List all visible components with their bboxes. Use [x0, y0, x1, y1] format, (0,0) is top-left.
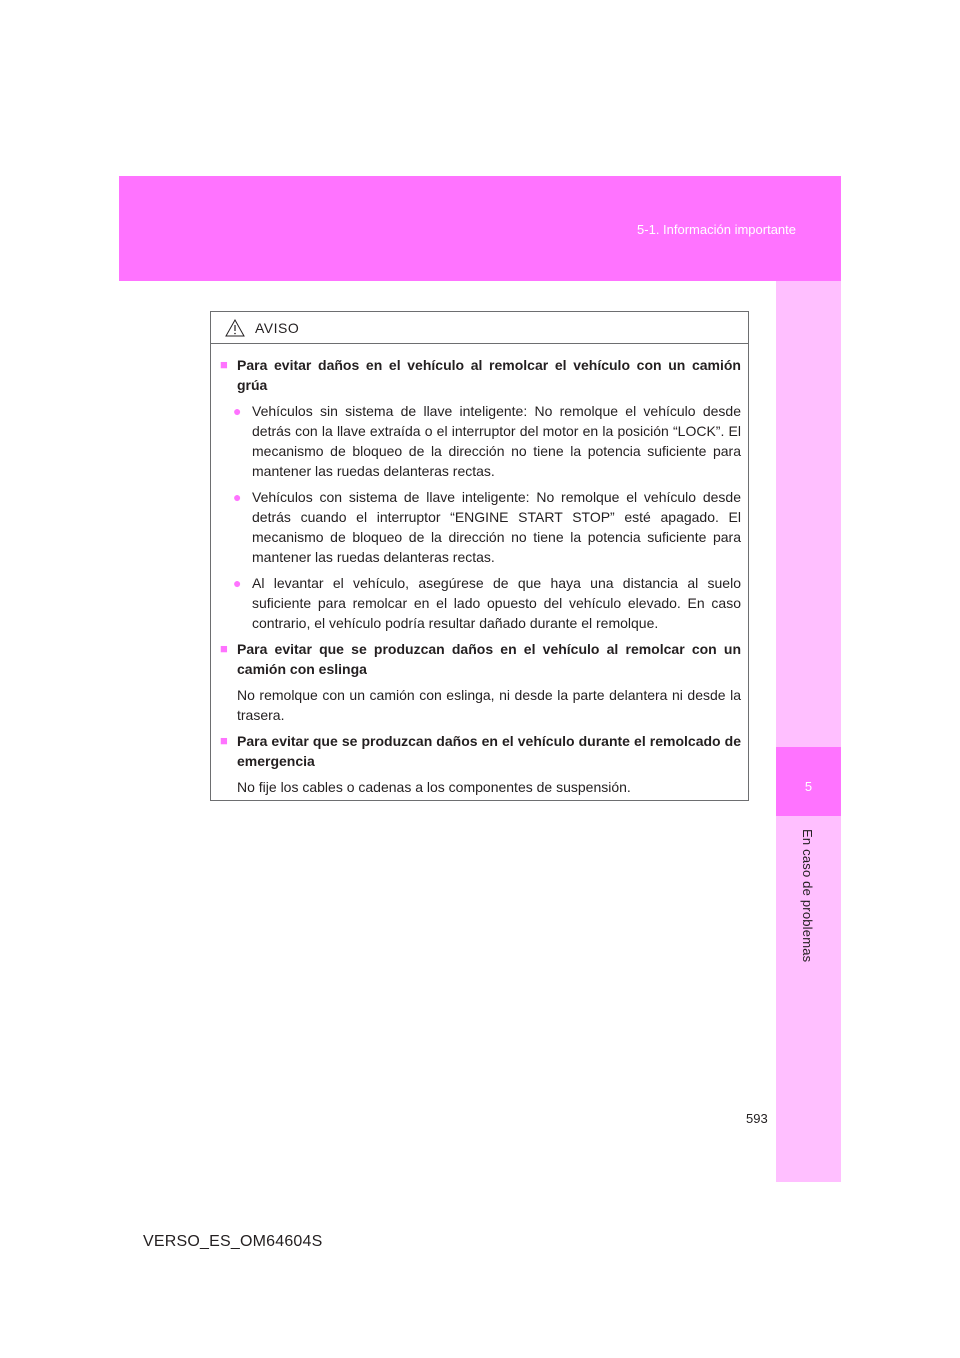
square-bullet-icon: ■ — [220, 733, 228, 748]
section-paragraph: No remolque con un camión con eslinga, ni desde la parte delantera ni desde la trasera. — [237, 687, 741, 723]
circle-bullet-icon: ● — [233, 575, 242, 591]
section-heading — [220, 731, 741, 771]
square-bullet-icon: ■ — [220, 357, 228, 372]
chapter-number: 5 — [804, 779, 813, 794]
list-item-text: Vehículos con sistema de llave inteligente: No remolque el vehículo desde detrás cuando el interruptor “ENGINE START STOP” esté apagado. El mecanismo de bloqueo de la dirección no tiene la potencia suficiente para mantener las ruedas delanteras rectas. — [252, 489, 741, 565]
list-item-text: Vehículos sin sistema de llave inteligente: No remolque el vehículo desde detrás con la llave extraída o el interruptor del motor en la posición “LOCK”. El mecanismo de bloqueo de la dirección no tiene la potencia suficiente para mantener las ruedas delanteras rectas. — [252, 403, 741, 479]
warning-box — [210, 311, 749, 801]
warning-label: AVISO — [255, 319, 300, 336]
header-band — [119, 176, 841, 281]
list-item — [220, 401, 741, 481]
list-item-text: Al levantar el vehículo, asegúrese de que haya una distancia al suelo suficiente para remolcar en el lado opuesto del vehículo elevado. En caso contrario, el vehículo podría resultar dañado durante el remolque. — [252, 575, 741, 631]
chapter-number-block — [776, 747, 841, 816]
warning-triangle-icon — [225, 319, 245, 337]
section-heading — [220, 355, 741, 395]
document-code: VERSO_ES_OM64604S — [143, 1233, 323, 1250]
section-paragraph: No fije los cables o cadenas a los componentes de suspensión. — [237, 779, 631, 795]
side-tab — [776, 281, 841, 1182]
section-heading-text: Para evitar daños en el vehículo al remolcar el vehículo con un camión grúa — [237, 357, 741, 393]
square-bullet-icon: ■ — [220, 641, 228, 656]
section-heading — [220, 639, 741, 679]
chapter-label: En caso de problemas — [800, 829, 815, 963]
section-heading-text: Para evitar que se produzcan daños en el vehículo al remolcar con un camión con eslinga — [237, 641, 741, 677]
section-heading-text: Para evitar que se produzcan daños en el vehículo durante el remolcado de emergencia — [237, 733, 741, 769]
section-title: 5-1. Información importante — [637, 222, 796, 237]
list-item — [220, 487, 741, 567]
warning-body — [211, 344, 748, 797]
page-number: 593 — [746, 1111, 768, 1126]
list-item — [220, 573, 741, 633]
circle-bullet-icon: ● — [233, 489, 242, 505]
warning-header — [211, 312, 748, 344]
circle-bullet-icon: ● — [233, 403, 242, 419]
